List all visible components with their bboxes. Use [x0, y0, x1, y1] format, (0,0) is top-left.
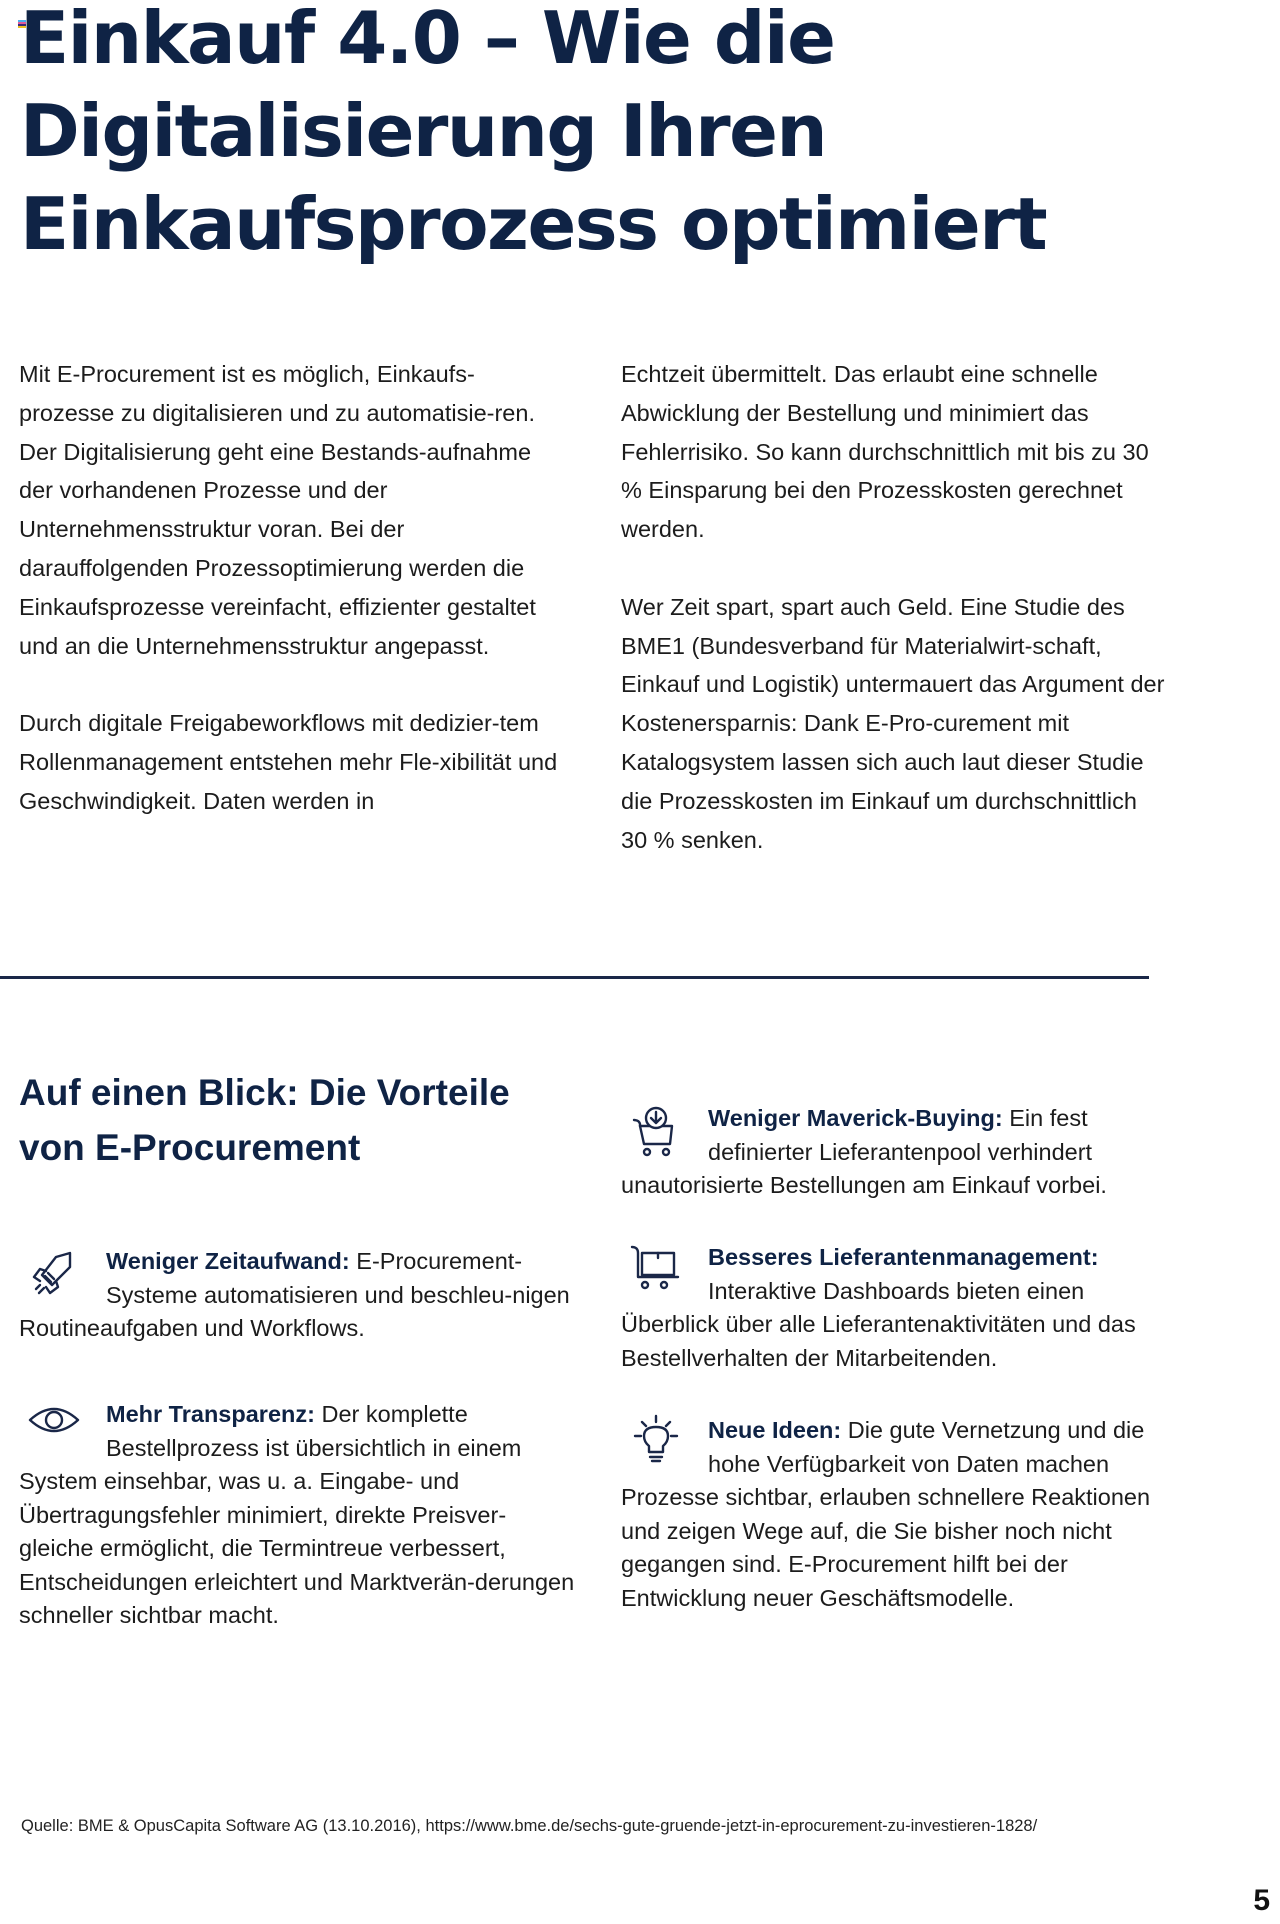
benefit-item-maverick: [621, 1102, 1181, 1203]
section-title-line: Auf einen Blick: Die Vorteile: [19, 1072, 510, 1113]
benefit-item-ideas: [621, 1414, 1181, 1615]
benefit-heading: Mehr Transparenz:: [106, 1401, 315, 1427]
intro-paragraph: Wer Zeit spart, spart auch Geld. Eine Studie des BME1 (Bundesverband für Materialwirt-schaft, Einkauf und Logistik) untermauert das Argument der Kostenersparnis: Dank E-Pro-curement mit Katalogsystem lassen sich auch laut dieser Studie die Prozesskosten im Einkauf um durchschnittlich 30 % senken.: [621, 593, 1165, 853]
hand-truck-icon: [621, 1241, 691, 1303]
title-line: Digitalisierung Ihren: [20, 89, 827, 173]
benefit-text: Die gute Vernetzung und die hohe Verfügbarkeit von Daten machen Prozesse sichtbar, erlauben schnellere Reaktionen und zeigen Wege auf, die Sie bisher noch nicht gegangen sind. E-Procurement hilft bei der Entwicklung neuer Geschäftsmodelle.: [621, 1417, 1151, 1611]
section-divider: [0, 976, 1149, 979]
benefit-item-transparency: [19, 1398, 579, 1633]
intro-paragraph: Echtzeit übermittelt. Das erlaubt eine schnelle Abwicklung der Bestellung und minimiert das Fehlerrisiko. So kann durchschnittlich mit bis zu 30 % Einsparung bei den Prozesskosten gerechnet werden.: [621, 361, 1149, 543]
intro-paragraph: Mit E-Procurement ist es möglich, Einkaufs-prozesse zu digitalisieren und zu automatisie-ren. Der Digitalisierung geht eine Bestands-aufnahme der vorhandenen Prozesse und der Unternehmensstruktur voran. Bei der darauffolgenden Prozessoptimierung werden die Einkaufsprozesse vereinfacht, effizienter gestaltet und an die Unternehmensstruktur angepasst.: [19, 361, 536, 659]
source-footnote: [21, 1813, 1081, 1839]
eye-icon: [19, 1398, 89, 1460]
rocket-icon: [19, 1245, 89, 1307]
intro-paragraph: Durch digitale Freigabeworkflows mit dedizier-tem Rollenmanagement entstehen mehr Fle-xibilität und Geschwindigkeit. Daten werden in: [19, 710, 558, 814]
benefit-text: Der komplette Bestellprozess ist übersichtlich in einem System einsehbar, was u. a. Eingabe- und Übertragungsfehler minimiert, direkte Preisver-gleiche ermöglicht, die Termintreue verbessert, Entscheidungen erleichtert und Marktverän-derungen schneller sichtbar macht.: [19, 1401, 575, 1628]
benefit-text: Interaktive Dashboards bieten einen Überblick über alle Lieferantenaktivitäten und das Bestellverhalten der Mitarbeitenden.: [621, 1277, 1136, 1371]
benefit-heading: Besseres Lieferantenmanagement:: [708, 1244, 1099, 1270]
footnote-prefix: Quelle: BME & OpusCapita Software AG (13.10.2016),: [21, 1817, 426, 1835]
benefit-item-supplier: [621, 1241, 1181, 1375]
benefit-text: Ein fest definierter Lieferantenpool verhindert unautorisierte Bestellungen am Einkauf vorbei.: [621, 1105, 1107, 1198]
cart-download-icon: [621, 1102, 691, 1164]
intro-column-left: [19, 355, 564, 859]
benefits-section-title: [19, 1065, 579, 1175]
benefit-text: E-Procurement-Systeme automatisieren und beschleu-nigen Routineaufgaben und Workflows.: [19, 1248, 570, 1341]
page-title: [20, 0, 1046, 271]
benefit-item-time: [19, 1245, 579, 1346]
title-line: Einkauf 4.0 – Wie die: [20, 0, 835, 80]
benefit-heading: Neue Ideen:: [708, 1417, 842, 1443]
page-number: 5: [1253, 1884, 1270, 1917]
title-line: Einkaufsprozess optimiert: [20, 182, 1047, 266]
lightbulb-icon: [621, 1414, 691, 1476]
footnote-url[interactable]: https://www.bme.de/sechs-gute-gruende-jetzt-in-eprocurement-zu-investieren-1828/: [425, 1817, 1038, 1835]
benefit-heading: Weniger Zeitaufwand:: [106, 1248, 350, 1274]
benefit-heading: Weniger Maverick-Buying:: [708, 1105, 1003, 1131]
intro-column-right: [621, 355, 1166, 898]
section-title-line: von E-Procurement: [19, 1127, 361, 1168]
